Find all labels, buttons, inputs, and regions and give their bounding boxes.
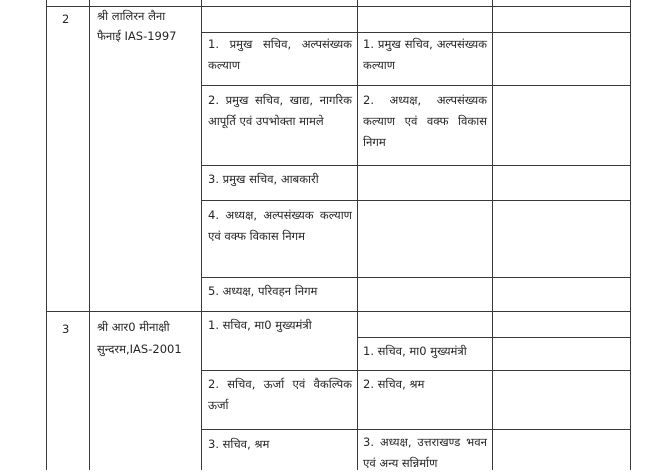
table-border [357, 0, 358, 470]
current-post: 3. सचिव, श्रम [208, 437, 270, 451]
table-border [46, 311, 631, 312]
proposed-post: 1. प्रमुख सचिव, अल्पसंख्यक कल्याण [363, 37, 487, 72]
table-border [46, 0, 47, 470]
serial-number: 2 [62, 12, 70, 26]
current-post: 2. सचिव, ऊर्जा एवं वैकल्पिक ऊर्जा [208, 377, 352, 412]
current-post: 1. प्रमुख सचिव, अल्पसंख्यक कल्याण [208, 37, 352, 72]
current-post: 5. अध्यक्ष, परिवहन निगम [208, 284, 318, 298]
current-post: 4. अध्यक्ष, अल्पसंख्यक कल्याण एवं वक्फ विकास निगम [208, 208, 352, 243]
table-border [201, 200, 631, 201]
table-border [492, 0, 493, 470]
officer-name: श्री लालिरन लैना [97, 9, 166, 23]
proposed-post: 3. अध्यक्ष, उत्तराखण्ड भवन एवं अन्य सन्निर्माण [363, 435, 487, 470]
table-border [201, 429, 631, 430]
officer-batch: फैनाई IAS-1997 [97, 29, 177, 43]
table-border [201, 165, 631, 166]
officer-name: श्री आर0 मीनाक्षी [97, 320, 170, 334]
table-border [201, 85, 631, 86]
table-border [357, 337, 631, 338]
proposed-post: 2. सचिव, श्रम [363, 377, 425, 391]
table-border [630, 0, 631, 470]
serial-number: 3 [62, 322, 70, 336]
table-border [201, 0, 202, 470]
table-border [201, 370, 631, 371]
current-post: 3. प्रमुख सचिव, आबकारी [208, 172, 319, 186]
table-border [201, 277, 631, 278]
current-post: 2. प्रमुख सचिव, खाद्य, नागरिक आपूर्ति एवं उपभोक्ता मामले [208, 93, 352, 128]
proposed-post: 2. अध्यक्ष, अल्पसंख्यक कल्याण एवं वक्फ विकास निगम [363, 93, 487, 149]
current-post: 1. सचिव, मा0 मुख्यमंत्री [208, 318, 312, 332]
table-border [201, 32, 631, 33]
table-border [89, 0, 90, 470]
officer-batch: सुन्दरम,IAS-2001 [97, 342, 182, 356]
proposed-post: 1. सचिव, मा0 मुख्यमंत्री [363, 344, 467, 358]
